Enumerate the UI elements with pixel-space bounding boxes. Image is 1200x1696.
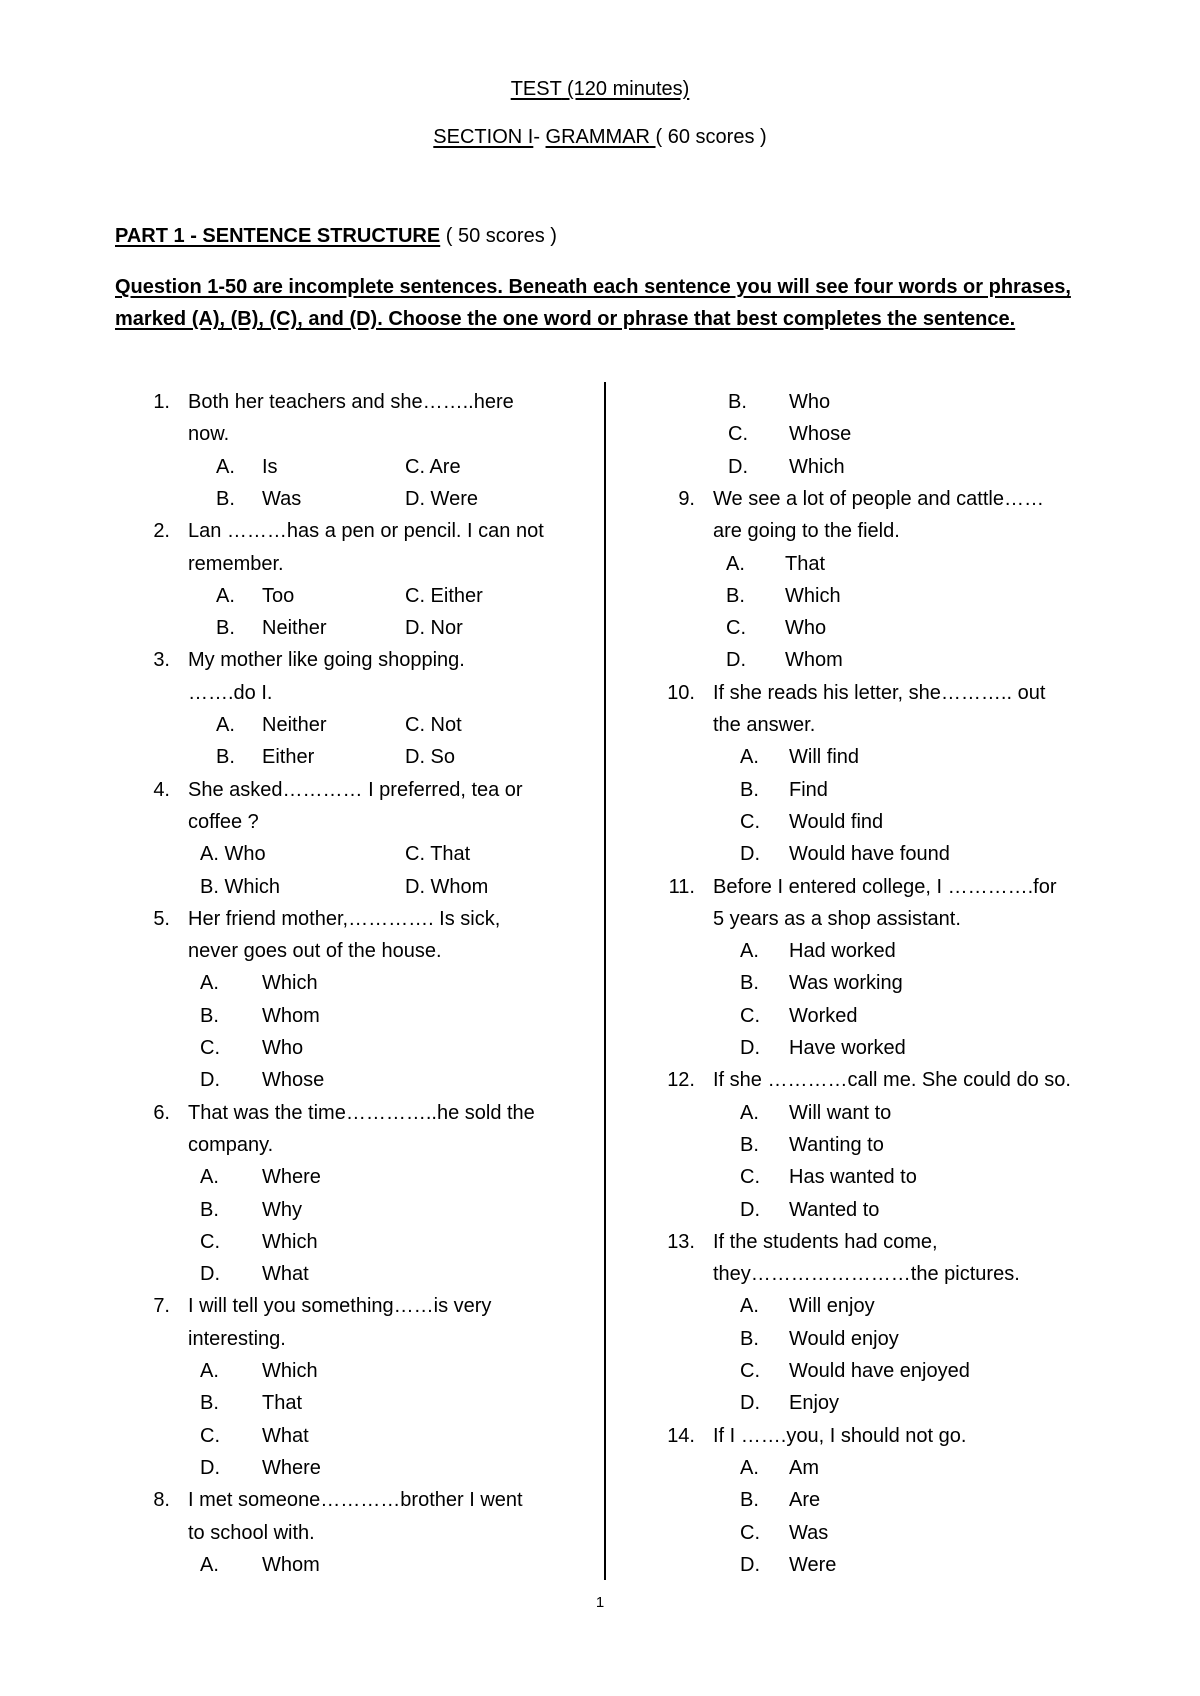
question-number: 4. [153,778,170,801]
section-dash: - [533,126,546,148]
option-letter: B. [216,617,235,640]
option-text: Find [789,778,828,801]
question-text: She asked………… I preferred, tea or [188,778,523,801]
option-letter: C. [200,1037,220,1059]
option-text: Who [789,391,831,413]
option-letter: D. [740,1198,760,1221]
option-text: Which [262,972,318,995]
option-letter: B. [216,746,235,769]
question-text: I will tell you something……is very [188,1295,492,1318]
instructions: Question 1-50 are incomplete sentences. Beneath each sentence you will see four words or phrases, marked (A), (B), (C), and (D). Choose the one word or phrase that best completes the sentence. [115,276,1071,330]
option-text: Had worked [789,940,896,963]
option-text: Neither [262,714,327,736]
option-text: Were [789,1553,837,1576]
question-number: 8. [153,1489,170,1512]
question-number: 11. [668,875,695,898]
option-letter: A. [216,455,235,478]
option-letter: B. [740,1489,759,1512]
question-text: Lan ………has a pen or pencil. I can not [188,520,544,543]
question-text: If I …….you, I should not go. [713,1424,967,1447]
option-text: Which [262,1360,318,1382]
question-text: My mother like going shopping. [188,649,465,672]
option-text: Whom [785,649,843,672]
question-number: 12. [667,1069,695,1092]
option-letter: A. [200,1360,219,1382]
section-label: SECTION I [433,126,534,148]
question-number: 13. [667,1230,695,1253]
section-title [0,126,1200,149]
option-letter: A. [740,1101,759,1124]
option-letter: C. [740,1004,760,1027]
option-letter: A. [726,552,745,575]
option-text: Is [262,455,278,478]
option-letter: D. [740,1553,760,1576]
option-letter: C. [740,1360,760,1382]
question-text: they……………………the pictures. [713,1263,1020,1286]
question-text: never goes out of the house. [188,940,442,963]
option-letter: B. [740,972,759,995]
option-letter: B. [200,1198,219,1221]
option-letter: D. [740,1392,760,1415]
option-letter: A. [740,746,759,769]
question-number: 9. [678,487,695,510]
option-letter: A. [740,940,759,963]
column-divider [604,382,606,1580]
option-text: That [785,552,826,575]
question-number: 1. [153,391,170,413]
question-text: the answer. [713,714,816,736]
option-text: Has wanted to [789,1166,917,1189]
question-number: 5. [153,907,170,930]
option-letter: C. [726,617,746,640]
option-text: Would enjoy [789,1327,899,1350]
option-text: Where [262,1166,321,1189]
option-text: Have worked [789,1037,906,1059]
option-letter: A. [216,714,235,736]
question-text: Her friend mother,…………. Is sick, [188,907,501,930]
option-letter: D. [740,843,760,866]
option-letter: B. [216,487,235,510]
option-text: Enjoy [789,1392,840,1415]
option-letter: A. [200,1553,219,1576]
option: D. Were [405,487,478,510]
option-text: Whom [262,1004,320,1027]
option-text: Who [785,617,827,640]
option-letter: A. [740,1295,759,1318]
section-name: GRAMMAR [545,126,656,148]
question-text: coffee ? [188,810,259,833]
option-text: Where [262,1456,321,1479]
option-text: Will find [789,746,860,769]
option-text: Which [262,1230,318,1253]
question-text: Both her teachers and she……..here [188,391,514,413]
option-text: Was [262,487,302,510]
option-letter: B. [740,778,759,801]
test-duration: (120 minutes) [561,78,690,100]
option-letter: B. [200,1004,219,1027]
part-scores: ( 50 scores ) [440,225,557,247]
question-number: 6. [153,1101,170,1124]
question-text: Before I entered college, I ………….for [713,875,1057,898]
test-title [0,78,1200,101]
option-text: Whose [789,423,852,446]
option-text: Neither [262,617,327,640]
page-number: 1 [595,1594,605,1611]
option-letter: B. [728,391,747,413]
option-text: That [262,1392,303,1415]
option: D. So [405,746,456,769]
option-text: Too [262,584,295,607]
option-text: What [262,1263,309,1286]
option: C. Are [405,455,461,478]
question-text: are going to the field. [713,520,900,543]
option-text: Which [789,455,845,478]
option-text: Wanted to [789,1198,880,1221]
question-text: interesting. [188,1327,286,1350]
option-letter: A. [200,1166,219,1189]
option-text: Which [785,584,841,607]
option-text: Who [262,1037,304,1059]
option-text: Worked [789,1004,858,1027]
option-letter: B. [200,1392,219,1415]
option: D. Whom [405,875,489,898]
question-number: 2. [153,520,170,543]
option-letter: C. [740,1166,760,1189]
question-number: 10. [667,681,695,704]
option-letter: C. [200,1230,220,1253]
option-letter: D. [200,1069,220,1092]
option-letter: A. [200,972,219,995]
option-letter: D. [728,455,748,478]
option-text: Am [789,1456,819,1479]
test-label: TEST [510,78,562,100]
option-letter: A. [216,584,235,607]
question-number: 7. [153,1295,170,1318]
question-text: 5 years as a shop assistant. [713,907,961,930]
option-letter: C. [200,1424,220,1447]
option-letter: B. [740,1133,759,1156]
question-text: If the students had come, [713,1230,938,1253]
option-text: Was [789,1521,829,1544]
question-text: now. [188,423,230,446]
option-text: Either [262,746,315,769]
question-text: company. [188,1133,274,1156]
option-text: Are [789,1489,821,1512]
option-letter: D. [740,1037,760,1059]
question-text: If she …………call me. She could do so. [713,1069,1071,1092]
part-heading [115,225,557,248]
option-text: Would find [789,810,884,833]
option-letter: A. [740,1456,759,1479]
part-label: PART 1 - SENTENCE STRUCTURE [115,225,441,247]
option-letter: D. [200,1456,220,1479]
option-letter: C. [740,810,760,833]
option-letter: B. [740,1327,759,1350]
question-text: to school with. [188,1521,315,1544]
option: C. Either [405,584,483,607]
option-text: Why [262,1198,302,1221]
option-letter: D. [200,1263,220,1286]
question-text: …….do I. [188,681,273,704]
option-text: Would have found [789,843,950,866]
question-text: If she reads his letter, she……….. out [713,681,1046,704]
option-letter: B. [726,584,745,607]
option-text: Whom [262,1553,320,1576]
question-number: 3. [153,649,170,672]
option-text: Whose [262,1069,325,1092]
option-text: Will want to [789,1101,892,1124]
option: A. Who [200,843,266,866]
option-text: Was working [789,972,903,995]
option: C. Not [405,714,462,736]
option-text: Will enjoy [789,1295,875,1318]
option-text: What [262,1424,309,1447]
option: C. That [405,843,471,866]
question-text: remember. [188,552,284,575]
option: B. Which [200,875,281,898]
question-text: We see a lot of people and cattle…… [713,487,1044,510]
option-text: Wanting to [789,1133,884,1156]
question-text: That was the time…………..he sold the [188,1101,535,1124]
question-number: 14. [667,1424,695,1447]
option: D. Nor [405,617,463,640]
option-letter: C. [740,1521,760,1544]
question-text: I met someone…………brother I went [188,1489,523,1512]
option-letter: C. [728,423,748,446]
section-scores: ( 60 scores ) [655,126,767,148]
option-letter: D. [726,649,746,672]
option-text: Would have enjoyed [789,1360,970,1382]
